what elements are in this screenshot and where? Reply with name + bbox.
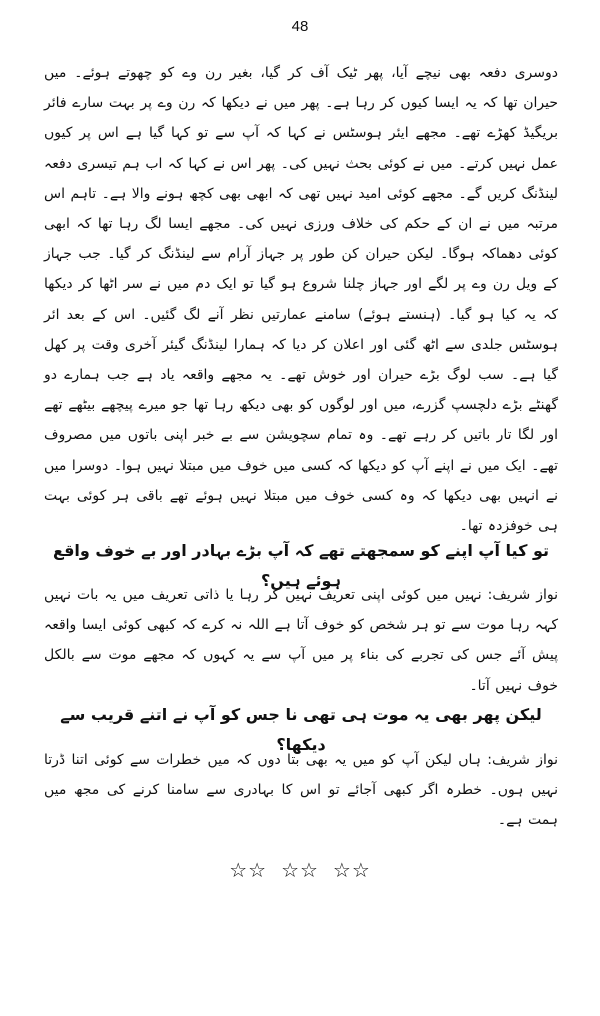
page-number: 48 <box>291 18 309 35</box>
narrative-paragraph: دوسری دفعہ بھی نیچے آیا، پھر ٹیک آف کر گیا، بغیر رن وے کو چھوتے ہوئے۔ میں حیران تھا کہ یہ ایسا کیوں کر رہا ہے۔ پھر میں نے دیکھا کہ رن وے پر بہت سارے فائر بریگیڈ کھڑے تھے۔ مجھے ایئر ہوسٹس نے کہا کہ آپ سے تو کہا گیا ہے اس پر کیوں عمل نہیں کرتے۔ میں نے کوئی بحث نہیں کی۔ پھر اس نے کہا کہ اب ہم تیسری دفعہ لینڈنگ کریں گے۔ مجھے کوئی امید نہیں تھی کہ ابھی بھی کچھ ہونے والا ہے۔ تاہم اس مرتبہ میں نے ان کے حکم کی خلاف ورزی نہیں کی۔ مجھے ایسا لگ رہا تھا کہ ابھی کوئی دھماکہ ہوگا۔ لیکن حیران کن طور پر جہاز آرام سے لینڈنگ کر گیا۔ جب جہاز کے ویل رن وے پر لگے اور جہاز چلنا شروع ہو گیا تو ایک دم میں نے سر اٹھا کر دیکھا کہ یہ کیا ہو گیا۔ (ہنستے ہوئے) سامنے عمارتیں نظر آنے لگ گئیں۔ اس کے بعد ائر ہوسٹس جلدی سے اٹھ گئی اور اعلان کر دیا کہ ہمارا لینڈنگ گیئر آخری وقت پر کھل گیا ہے۔ سب لوگ بڑے حیران اور خوش تھے۔ یہ مجھے واقعہ یاد ہے جب ہمارے دو گھنٹے بڑے دلچسپ گزرے، میں اور لوگوں کو بھی دیکھ رہا تھا جو میرے پیچھے بیٹھے تھے اور لگا تار باتیں کر رہے تھے۔ وہ تمام سچویشن سے بے خبر اپنی باتوں میں مصروف تھے۔ ایک میں نے اپنے آپ کو دیکھا کہ کسی میں خوف میں مبتلا نہیں ہوا۔ دوسرا میں نے انہیں بھی دیکھا کہ وہ کسی خوف میں مبتلا نہیں ہوئے تھے باقی ہر کوئی بہت ہی خوفزدہ تھا۔ <box>44 65 558 535</box>
interview-answer-1: نواز شریف: نہیں میں کوئی اپنی تعریف نہیں کر رہا یا ذاتی تعریف میں یہ بات نہیں کہہ رہا موت سے تو ہر شخص کو خوف آتا ہے اللہ نہ کرے کہ کبھی کوئی ایسا واقعہ پیش آئے جس کی تجربے کی بناء پر میں آپ سے یہ کہوں کہ مجھے موت سے بالکل خوف نہیں آتا۔ <box>44 587 558 694</box>
interview-question-2: لیکن پھر بھی یہ موت ہی تھی نا جس کو آپ نے اتنے قریب سے دیکھا؟ <box>60 705 542 754</box>
star-group: ☆☆ <box>332 858 371 882</box>
interview-question-1: تو کیا آپ اپنے کو سمجھتے تھے کہ آپ بڑے بہادر اور بے خوف واقع ہوئے ہیں؟ <box>53 541 549 590</box>
section-separator <box>0 858 600 882</box>
interview-answer-2: نواز شریف: ہاں لیکن آپ کو میں یہ بھی بتا دوں کہ میں خطرات سے کوئی اتنا ڈرتا نہیں ہوں۔ خطرہ اگر کبھی آجائے تو اس کا بہادری سے سامنا کرنے کی مجھ میں ہمت ہے۔ <box>44 752 558 829</box>
star-group: ☆☆ <box>281 858 319 882</box>
star-group: ☆☆ <box>229 858 268 882</box>
